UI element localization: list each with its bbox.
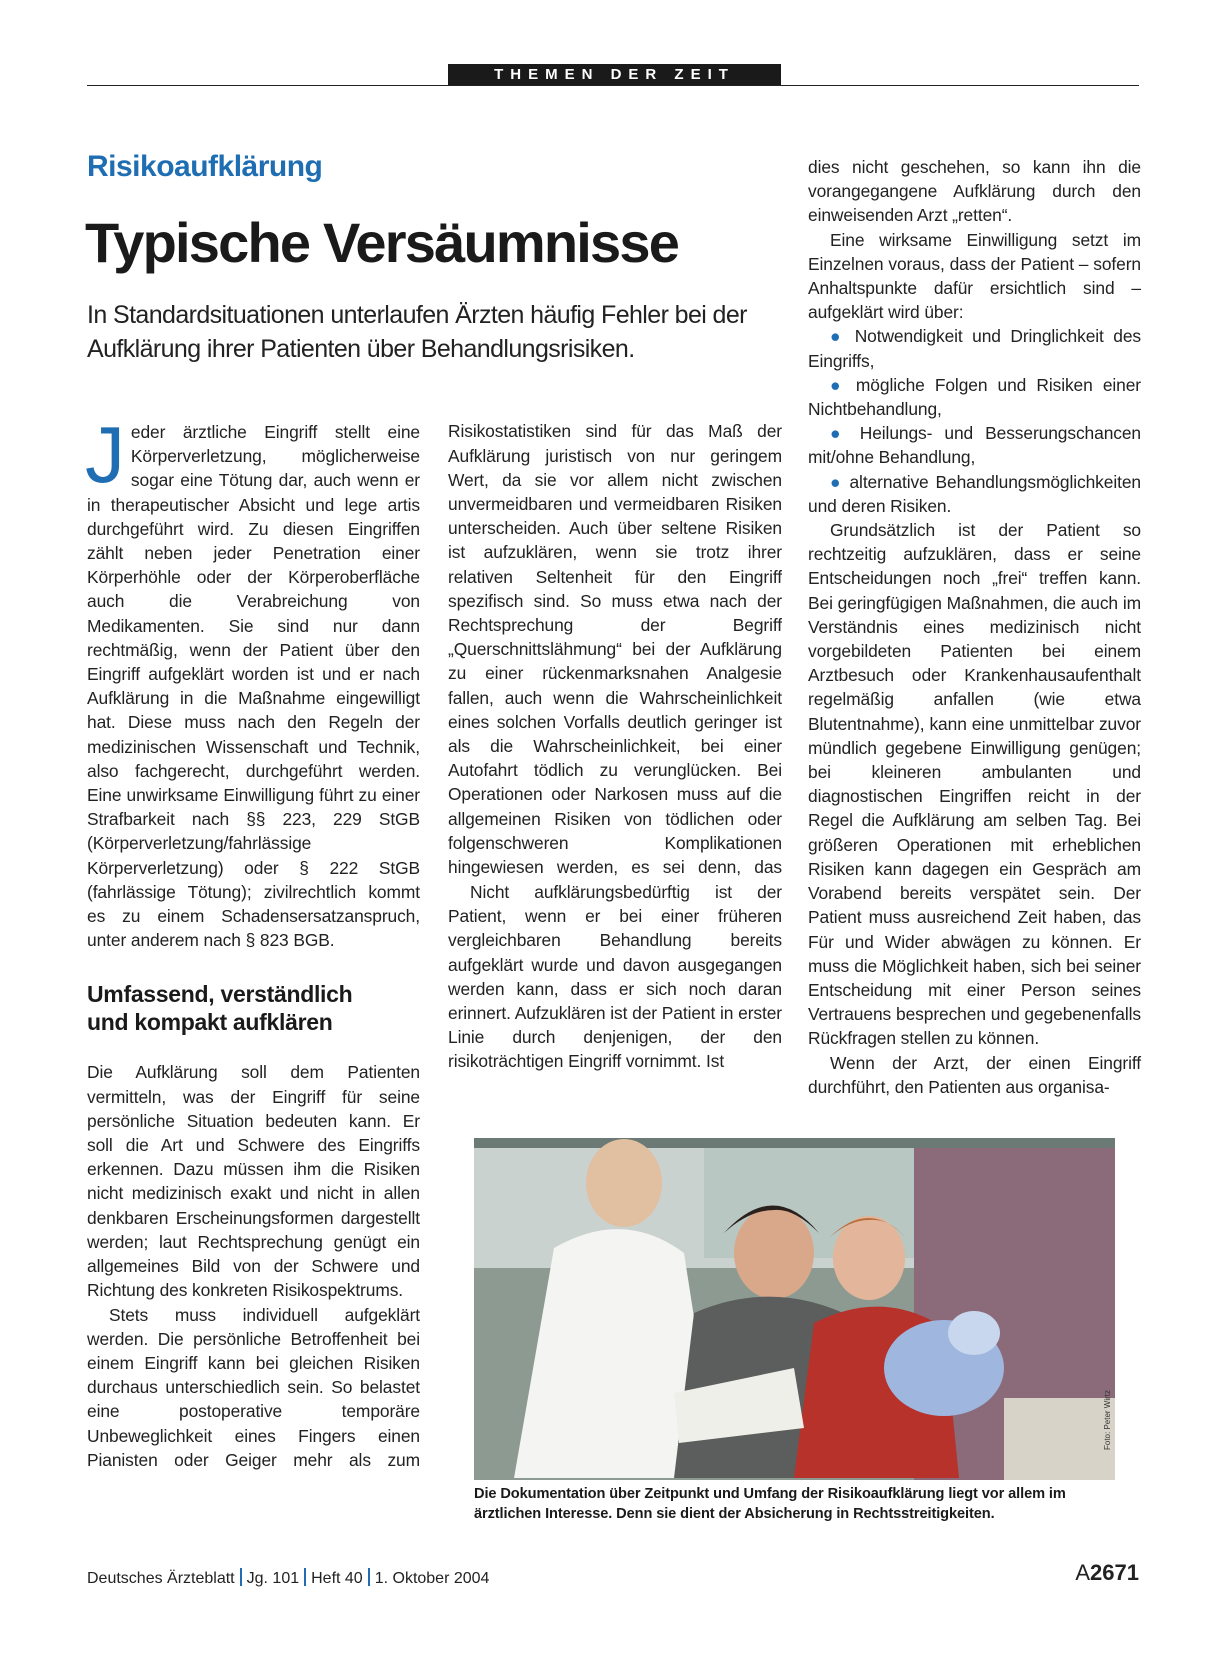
paragraph-3-text: Stets muss individuell aufgeklärt werden. Die persönliche Betroffenheit bei einem Eingriff kann bei gleichen Risiken durchaus unterschiedlich sein. So belastet eine postoperative temporäre Unbeweglichkeit eines Fingers einen Pianisten oder Geiger mehr als zum	[87, 1304, 420, 1470]
paragraph-3-continued-text: Risikostatistiken sind für das Maß der Aufklärung juristisch von nur geringem Wert, da sie vor allem nicht zwischen unvermeidbaren und vermeidbaren Risiken unterscheiden. Auch über seltene Risiken ist aufzuklären, wenn sie trotz ihrer relativen Seltenheit für den Eingriff spezifisch sind. So muss etwa nach der Rechtsprechung der Begriff „Querschnittslähmung“ bei der Aufklärung zu einer rückenmarksnahen Analgesie fallen, auch wenn die Wahrscheinlichkeit eines solchen Vorfalls deutlich geringer ist als die Wahrscheinlichkeit, bei einer Autofahrt tödlich zu verunglücken. Bei Operationen oder Narkosen muss auf die allgemeinen Risiken von tödlichen oder folgenschweren Komplikationen hingewiesen werden, es sei denn, das	[448, 421, 782, 878]
paragraph-2: Die Aufklärung soll dem Patienten vermitteln, was der Eingriff für seine persönliche Situation bedeuten kann. Er soll die Art und Schwere des Eingriffs erkennen. Dazu müssen ihm die Risiken nicht medizinisch exakt und nicht in allen denkbaren Erscheinungsformen dargestellt werden; laut Rechtsprechung genügt ein allgemeines Bild von der Schwere und Richtung des konkreten Risikospektrums.	[87, 1062, 420, 1301]
headline: Typische Versäumnisse	[85, 211, 679, 274]
kicker: Risikoaufklärung	[87, 150, 323, 183]
photo-caption: Die Dokumentation über Zeitpunkt und Umfang der Risikoaufklärung liegt vor allem im ärztlichen Interesse. Denn sie dient der Absicherung in Rechtsstreitigkeiten.	[474, 1486, 1066, 1522]
footer-separator	[304, 1568, 306, 1586]
deck: In Standardsituationen unterlaufen Ärzten häufig Fehler bei der Aufklärung ihrer Patienten über Behandlungsrisiken.	[87, 301, 747, 363]
photo-credit: Foto: Peter Wirtz	[1103, 1389, 1112, 1450]
journal-date: 1. Oktober 2004	[374, 1570, 490, 1587]
bullet-item	[808, 421, 1141, 469]
section-tag: THEMEN DER ZEIT	[448, 64, 781, 85]
column-2	[448, 420, 782, 1074]
footer-separator	[368, 1568, 370, 1586]
bullet-text: Heilungs- und Besserungschancen mit/ohne Behandlung,	[808, 423, 1142, 468]
subheading	[87, 980, 420, 1036]
bullet-item	[808, 373, 1141, 421]
paragraph-4: Nicht aufklärungsbedürftig ist der Patient, wenn er bei einer früheren vergleichbaren Behandlung bereits aufgeklärt wurde und davon ausgegangen werden kann, dass er sich noch daran erinnert. Aufzuklären ist der Patient in erster Linie durch denjenigen, der den risikoträchtigen Eingriff vornimmt. Ist	[448, 882, 782, 1072]
bullet-text: Notwendigkeit und Dringlichkeit des Eingriffs,	[808, 326, 1142, 371]
paragraph-3-continued	[448, 420, 782, 880]
subheading-line-2: und kompakt aufklären	[87, 1009, 333, 1036]
bullet-icon: ●	[830, 471, 843, 492]
header-rule	[87, 85, 1139, 86]
bullet-text: alternative Behandlungsmöglichkeiten und deren Risiken.	[808, 471, 1141, 516]
col3-paragraph-2: Eine wirksame Einwilligung setzt im Einzelnen voraus, dass der Patient – sofern Anhaltspunkte dafür ersichtlich sind – aufgeklärt wird über:	[808, 229, 1141, 323]
bullet-item	[808, 324, 1141, 372]
journal-issue: Heft 40	[311, 1570, 363, 1587]
article-photo	[474, 1138, 1115, 1480]
page-number-value: 2671	[1090, 1560, 1139, 1585]
bullet-text: mögliche Folgen und Risiken einer Nichtbehandlung,	[808, 374, 1141, 420]
footer-separator	[240, 1568, 242, 1586]
bullet-item	[808, 470, 1141, 518]
col3-paragraph-4: Wenn der Arzt, der einen Eingriff durchführt, den Patienten aus organisa-	[808, 1052, 1141, 1097]
paragraph-3	[87, 1303, 420, 1473]
journal-volume: Jg. 101	[246, 1570, 300, 1587]
col3-paragraph-1: dies nicht geschehen, so kann ihn die vorangegangene Aufklärung durch den einweisenden Arzt „retten“.	[808, 157, 1141, 226]
column-1	[85, 410, 420, 1473]
col3-paragraph-3: Grundsätzlich ist der Patient so rechtzeitig aufzuklären, dass er seine Entscheidungen noch „frei“ treffen kann. Bei geringfügigen Maßnahmen, die auch im Verständnis eines medizinisch nicht vorgebildeten Patienten bei einem Arztbesuch oder Krankenhausaufenthalt regelmäßig anfallen (wie etwa Blutentnahme), kann eine unmittelbar zuvor mündlich gegebene Einwilligung genügen; bei kleineren ambulanten und diagnostischen Eingriffen reicht in der Regel die Aufklärung am selben Tag. Bei größeren Operationen mit erheblichen Risiken kann dagegen ein Gespräch am Vorabend bereits verspätet sein. Der Patient muss ausreichend Zeit haben, das Für und Wider abwägen zu können. Er muss die Möglichkeit haben, sich bei seiner Entscheidung mit einer Person seines Vertrauens besprechen und gegebenenfalls Rückfragen stellen zu können.	[808, 520, 1141, 1049]
page-prefix: A	[1075, 1560, 1091, 1585]
photo-illustration	[474, 1138, 1115, 1480]
subheading-line-1: Umfassend, verständlich	[87, 981, 353, 1008]
bullet-icon: ●	[830, 423, 848, 444]
paragraph-1-text: eder ärztliche Eingriff stellt eine Körperverletzung, möglicherweise sogar eine Tötung dar, auch wenn er in therapeutischer Absicht und lege artis durchgeführt wird. Zu diesen Eingriffen zählt neben jeder Penetration einer Körperhöhle oder der Körperoberfläche auch die Verabreichung von Medikamenten. Sie sind nur dann rechtmäßig, wenn der Patient über den Eingriff aufgeklärt worden ist und er nach Aufklärung in die Maßnahme eingewilligt hat. Diese muss nach den Regeln der medizinischen Wissenschaft und Technik, also fachgerecht, durchgeführt werden. Eine unwirksame Einwilligung führt zu einer Strafbarkeit nach §§ 223, 229 StGB (Körperverletzung/fahrlässige Körperverletzung) oder § 222 StGB (fahrlässige Tötung); zivilrechtlich kommt es zu einem Schadensersatzanspruch, unter anderem nach § 823 BGB.	[87, 422, 420, 951]
page-number	[1075, 1560, 1139, 1586]
footer	[87, 1568, 489, 1588]
column-3	[808, 155, 1141, 1099]
bullet-icon: ●	[830, 374, 846, 395]
journal-name: Deutsches Ärzteblatt	[87, 1570, 235, 1587]
paragraph-1	[85, 410, 420, 952]
dropcap: J	[85, 410, 125, 499]
bullet-icon: ●	[830, 326, 846, 347]
